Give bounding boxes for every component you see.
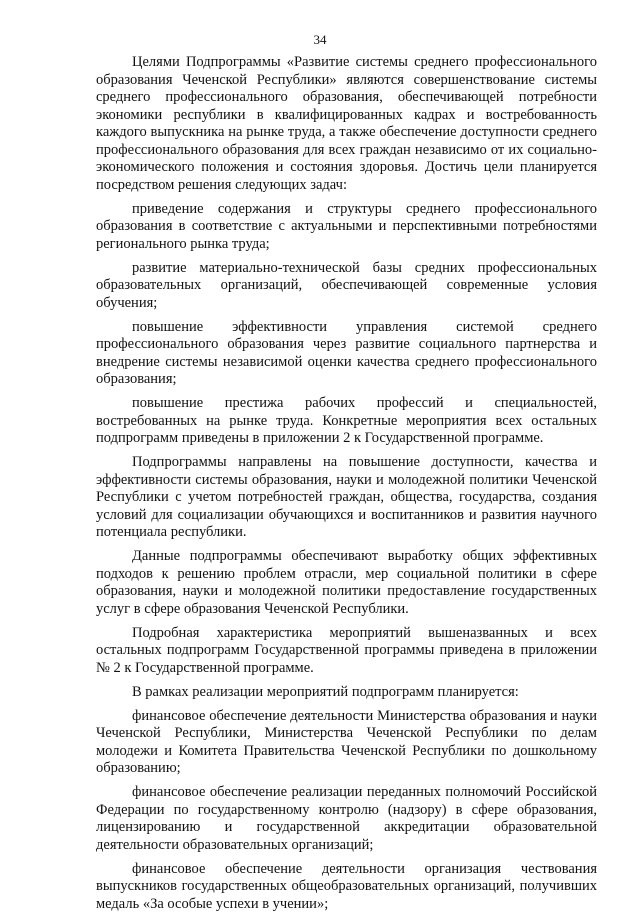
paragraph-funding-ministries: финансовое обеспечение деятельности Министерства образования и науки Чеченской Республики, Министерства Чеченской Республики по делам молодежи и Комитета Правительства Чеченской Республики по дошкольному образованию; — [96, 707, 597, 776]
page-number: 34 — [313, 32, 327, 47]
paragraph-task-management: повышение эффективности управления системой среднего профессионального образования через развитие социального партнерства и внедрение системы независимой оценки качества среднего профессионального образования; — [96, 318, 597, 387]
paragraph-funding-medalists: финансовое обеспечение деятельности организация чествования выпускников государственных общеобразовательных организаций, получивших медаль «За особые успехи в учении»; — [96, 860, 597, 912]
paragraph-detailed-characteristics: Подробная характеристика мероприятий вышеназванных и всех остальных подпрограмм Государственной программы приведена в приложении № 2 к Государственной программе. — [96, 624, 597, 676]
paragraph-subprograms-approaches: Данные подпрограммы обеспечивают выработку общих эффективных подходов к решению проблем отрасли, мер социальной политики в сфере образования, науки и молодежной политики предоставление государственных услуг в сфере образования Чеченской Республики. — [96, 548, 597, 617]
paragraph-funding-delegated-powers: финансовое обеспечение реализации переданных полномочий Российской Федерации по государственному контролю (надзору) в сфере образования, лицензированию и государственной аккредитации образовательной деятельности образовательных организаций; — [96, 784, 597, 853]
paragraph-subprograms-aim: Подпрограммы направлены на повышение доступности, качества и эффективности системы образования, науки и молодежной политики Чеченской Республики с учетом потребностей граждан, общества, государства, создания условий для социализации обучающихся и воспитанников и развития научного потенциала республики. — [96, 454, 597, 540]
paragraph-task-prestige: повышение престижа рабочих профессий и специальностей, востребованных на рынке труда. Конкретные мероприятия всех остальных подпрограмм приведены в приложении 2 к Государственной программе. — [96, 395, 597, 446]
page-body — [96, 54, 597, 920]
paragraph-planned-measures: В рамках реализации мероприятий подпрограмм планируется: — [132, 683, 519, 700]
paragraph-task-content: приведение содержания и структуры среднего профессионального образования в соответствие с актуальными и перспективными потребностями регионального рынка труда; — [96, 200, 597, 252]
paragraph-task-infrastructure: развитие материально-технической базы средних профессиональных образовательных организаций, обеспечивающей современные условия обучения; — [96, 259, 597, 311]
paragraph-goals: Целями Подпрограммы «Развитие системы среднего профессионального образования Чеченской Республики» являются совершенствование системы среднего профессионального образования, обеспечивающей потребности экономики республики в квалифицированных кадрах и востребованность каждого выпускника на рынке труда, а также обеспечение доступности среднего профессионального образования для всех граждан независимо от их социально-экономического положения и состояния здоровья. Достичь цели планируется посредством решения следующих задач: — [96, 54, 597, 193]
